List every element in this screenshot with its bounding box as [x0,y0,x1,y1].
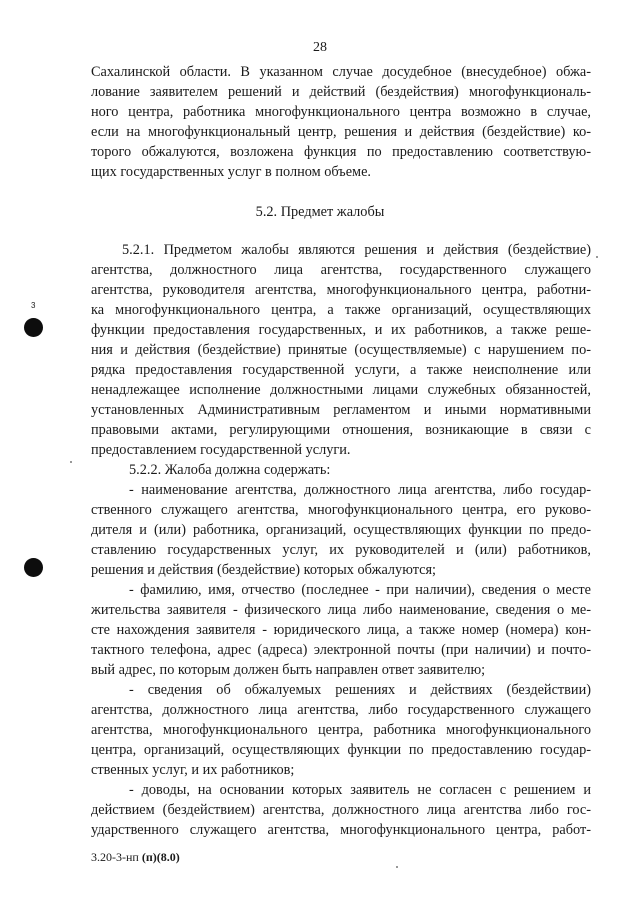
scan-speck [70,461,72,463]
text-line: действием (бездействием) агентства, должностного лица агентства либо гос- [91,802,591,818]
text-line: ного центра, работника многофункционального центра возможно в случае, [91,104,591,120]
text-line: тактного телефона, адрес (адреса) электронной почты (при наличии) и почто- [91,642,591,658]
text-line: щих государственных услуг в полном объеме. [91,164,372,180]
text-line: решения и действия (бездействие) которых обжалуются; [91,562,437,578]
page-number: 28 [313,40,327,55]
text-line: центра, организаций, осуществляющих функции по предоставлению государ- [91,742,591,758]
document-code: 3.20-3-нп (п)(8.0) [91,850,180,864]
text-line: агентства, должностного лица агентства, либо государственного служащего [91,702,591,718]
text-line: агентства, многофункционального центра, работника многофункционального [91,722,591,738]
punch-hole-icon [24,558,43,577]
text-line: правовыми актами, регулирующими отношения, возникающие в связи с [91,422,591,438]
text-line: ненадлежащее исполнение должностными лицами служебных обязанностей, [91,382,591,398]
text-line: если на многофункциональный центр, решения и действия (бездействие) ко- [91,124,591,140]
text-line: вый адрес, по которым должен быть направлен ответ заявителю; [91,662,486,678]
text-line: агентства, должностного лица агентства, государственного служащего [91,262,591,278]
text-line: 5.2.1. Предметом жалобы являются решения и действия (бездействие) [122,242,591,258]
text-line: сте нахождения заявителя - юридического лица, а также номер (номера) кон- [91,622,591,638]
text-line: предоставлением государственной услуги. [91,442,351,458]
text-line: ния и действия (бездействие) принятые (осуществляемые) с нарушением по- [91,342,591,358]
section-heading: 5.2. Предмет жалобы [255,204,385,220]
text-line: торого обжалуются, возложена функция по предоставлению соответствую- [91,144,591,160]
text-line: рядка предоставления государственной услуги, а также неисполнение или [91,362,591,378]
text-line: лование заявителем решений и действий (бездействия) многофункциональ- [91,84,591,100]
text-line: дителя и (или) работника, организаций, осуществляющих функции по предо- [91,522,591,538]
text-line: ставлению государственных услуг, их руководителей и (или) работников, [91,542,591,558]
text-line: агентства, руководителя агентства, многофункционального центра, работни- [91,282,591,298]
text-line: ка многофункционального центра, а также организаций, осуществляющих [91,302,591,318]
text-line: жительства заявителя - физического лица либо наименование, сведения о ме- [91,602,591,618]
text-line: ударственного служащего агентства, многофункционального центра, работ- [91,822,591,838]
text-line: - фамилию, имя, отчество (последнее - при наличии), сведения о месте [129,582,591,598]
text-line: ственных услуг, и их работников; [91,762,295,778]
text-line: - сведения об обжалуемых решениях и действиях (бездействии) [129,682,591,698]
text-line: ственного служащего агентства, многофункционального центра, его руково- [91,502,591,518]
text-line: - доводы, на основании которых заявитель не согласен с решением и [129,782,591,798]
text-line: установленных Административным регламентом и иными нормативными [91,402,591,418]
punch-hole-icon [24,318,43,337]
scan-speck [396,866,398,868]
punch-mark: 3 [31,301,36,310]
paragraph-5-2-2-intro: 5.2.2. Жалоба должна содержать: [129,462,331,478]
text-line: - наименование агентства, должностного лица агентства, либо государ- [129,482,591,498]
text-line: Сахалинской области. В указанном случае досудебное (внесудебное) обжа- [91,64,591,80]
scan-speck [596,256,598,258]
text-line: функции предоставления государственных, и их работников, а также реше- [91,322,591,338]
